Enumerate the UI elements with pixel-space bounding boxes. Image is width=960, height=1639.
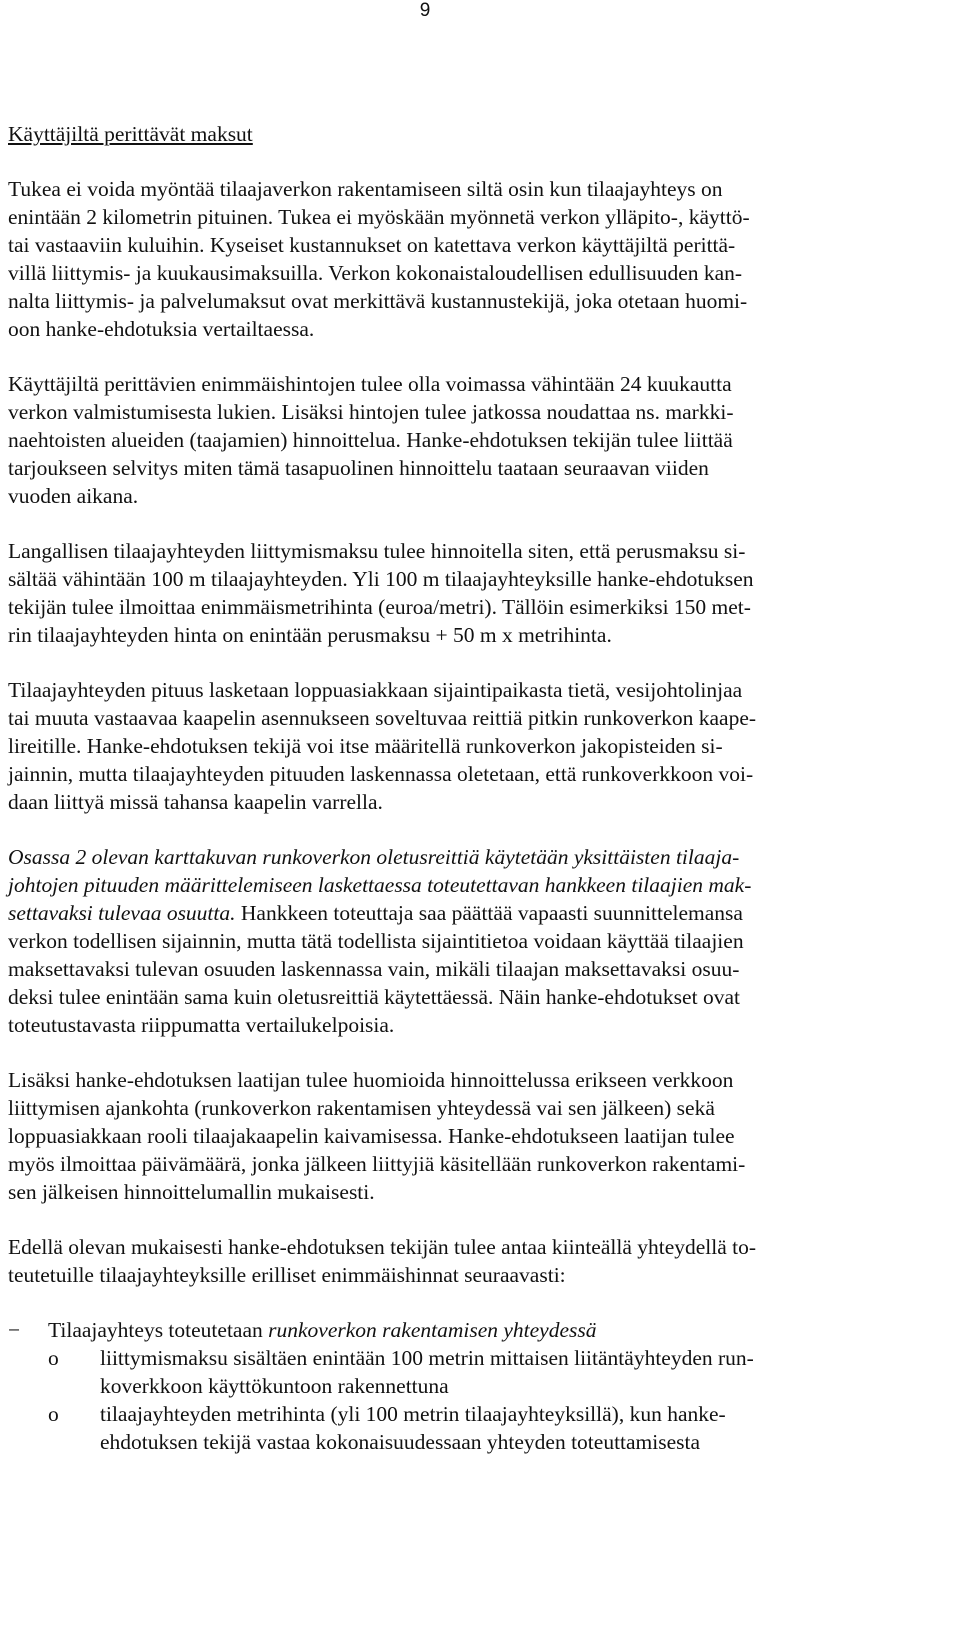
text-line: verkon todellisen sijainnin, mutta tätä todellista sijaintitietoa voidaan käyttää tilaajien: [8, 929, 744, 953]
paragraph-5: [8, 843, 938, 1039]
sub-list-item: [8, 1344, 938, 1400]
text-line: vuoden aikana.: [8, 484, 139, 508]
text-line: Lisäksi hanke-ehdotuksen laatijan tulee huomioida hinnoittelussa erikseen verkkoon: [8, 1068, 734, 1092]
regular-fragment: Hankkeen toteuttaja saa päättää vapaasti suunnittelemansa: [235, 901, 743, 925]
text-line: Tukea ei voida myöntää tilaajaverkon rakentamiseen siltä osin kun tilaajayhteys on: [8, 177, 723, 201]
paragraph-6: [8, 1066, 938, 1206]
section-heading: Käyttäjiltä perittävät maksut: [8, 122, 253, 146]
italic-text-line: Osassa 2 olevan karttakuvan runkoverkon oletusreittiä käytetään yksittäisten tilaaja-: [8, 845, 740, 869]
mixed-text-line: [8, 899, 938, 927]
paragraph-4: [8, 676, 938, 816]
text-line: sältää vähintään 100 m tilaajayhteyden. Yli 100 m tilaajayhteyksille hanke-ehdotuksen: [8, 567, 754, 591]
text-line: villä liittymis- ja kuukausimaksuilla. Verkon kokonaistaloudellisen edullisuuden kan-: [8, 261, 743, 285]
text-line: myös ilmoittaa päivämäärä, jonka jälkeen liittyjiä käsitellään runkoverkon rakentami-: [8, 1152, 746, 1176]
text-line: tarjoukseen selvitys miten tämä tasapuolinen hinnoittelu taataan seuraavan viiden: [8, 456, 709, 480]
document-body: [8, 120, 938, 1456]
text-line: toteutustavasta riippumatta vertailukelpoisia.: [8, 1013, 395, 1037]
page-number: 9: [419, 0, 431, 21]
text-line: Edellä olevan mukaisesti hanke-ehdotuksen tekijän tulee antaa kiinteällä yhteydellä to-: [8, 1235, 757, 1259]
list-item-text: [8, 1318, 597, 1342]
text-line: Tilaajayhteyden pituus lasketaan loppuasiakkaan sijaintipaikasta tietä, vesijohtolinjaa: [8, 678, 743, 702]
text-line: teutetuille tilaajayhteyksille erilliset enimmäishinnat seuraavasti:: [8, 1263, 566, 1287]
text-line: tekijän tulee ilmoittaa enimmäismetrihinta (euroa/metri). Tällöin esimerkiksi 150 met-: [8, 595, 751, 619]
text-line: tai muuta vastaavaa kaapelin asennukseen soveltuvaa reittiä pitkin runkoverkon kaape-: [8, 706, 757, 730]
sub-list-item-line: ehdotuksen tekijä vastaa kokonaisuudessaan yhteyden toteuttamisesta: [100, 1430, 701, 1454]
paragraph-3: [8, 537, 938, 649]
dash-bullet-icon: −: [8, 1318, 21, 1342]
paragraph-1: [8, 175, 938, 343]
text-line: naehtoisten alueiden (taajamien) hinnoittelua. Hanke-ehdotuksen tekijän tulee liittää: [8, 428, 733, 452]
italic-text-line: johtojen pituuden määrittelemiseen laskettaessa toteutettavan hankkeen tilaajien mak-: [8, 873, 752, 897]
text-line: daan liittyä missä tahansa kaapelin varrella.: [8, 790, 383, 814]
italic-fragment: runkoverkon rakentamisen yhteydessä: [268, 1318, 597, 1342]
italic-fragment: settavaksi tulevaa osuutta.: [8, 901, 236, 925]
text-line: rin tilaajayhteyden hinta on enintään perusmaksu + 50 m x metrihinta.: [8, 623, 612, 647]
sub-list-item-line: koverkkoon käyttökuntoon rakennettuna: [100, 1374, 449, 1398]
paragraph-2: [8, 370, 938, 510]
text-line: tai vastaaviin kuluihin. Kyseiset kustannukset on katettava verkon käyttäjiltä perittä-: [8, 233, 736, 257]
text-line: sen jälkeisen hinnoittelumallin mukaisesti.: [8, 1180, 375, 1204]
text-line: deksi tulee enintään sama kuin oletusreittiä käytettäessä. Näin hanke-ehdotukset ovat: [8, 985, 740, 1009]
circle-bullet-icon: o: [48, 1346, 59, 1370]
list-item: [8, 1316, 938, 1344]
text-line: lireitille. Hanke-ehdotuksen tekijä voi itse määritellä runkoverkon jakopisteiden si-: [8, 734, 723, 758]
regular-fragment: Tilaajayhteys toteutetaan: [48, 1318, 269, 1342]
price-list: [8, 1316, 938, 1456]
text-line: verkon valmistumisesta lukien. Lisäksi hintojen tulee jatkossa noudattaa ns. markki-: [8, 400, 734, 424]
sub-list-item: [8, 1400, 938, 1456]
text-line: Langallisen tilaajayhteyden liittymismaksu tulee hinnoitella siten, että perusmaksu si-: [8, 539, 746, 563]
text-line: enintään 2 kilometrin pituinen. Tukea ei myöskään myönnetä verkon ylläpito-, käyttö-: [8, 205, 750, 229]
paragraph-7: [8, 1233, 938, 1289]
text-line: maksettavaksi tulevan osuuden laskennassa vain, mikäli tilaajan maksettavaksi osuu-: [8, 957, 740, 981]
text-line: nalta liittymis- ja palvelumaksut ovat merkittävä kustannustekijä, joka otetaan huomi-: [8, 289, 748, 313]
text-line: liittymisen ajankohta (runkoverkon rakentamisen yhteydessä vai sen jälkeen) sekä: [8, 1096, 715, 1120]
text-line: oon hanke-ehdotuksia vertailtaessa.: [8, 317, 315, 341]
sub-list-item-line: liittymismaksu sisältäen enintään 100 metrin mittaisen liitäntäyhteyden run-: [100, 1346, 754, 1370]
circle-bullet-icon: o: [48, 1402, 59, 1426]
text-line: jainnin, mutta tilaajayhteyden pituuden laskennassa oletetaan, että runkoverkkoon voi-: [8, 762, 754, 786]
text-line: Käyttäjiltä perittävien enimmäishintojen tulee olla voimassa vähintään 24 kuukautta: [8, 372, 732, 396]
text-line: loppuasiakkaan rooli tilaajakaapelin kaivamisessa. Hanke-ehdotukseen laatijan tulee: [8, 1124, 735, 1148]
sub-list-item-line: tilaajayhteyden metrihinta (yli 100 metrin tilaajayhteyksillä), kun hanke-: [100, 1402, 726, 1426]
